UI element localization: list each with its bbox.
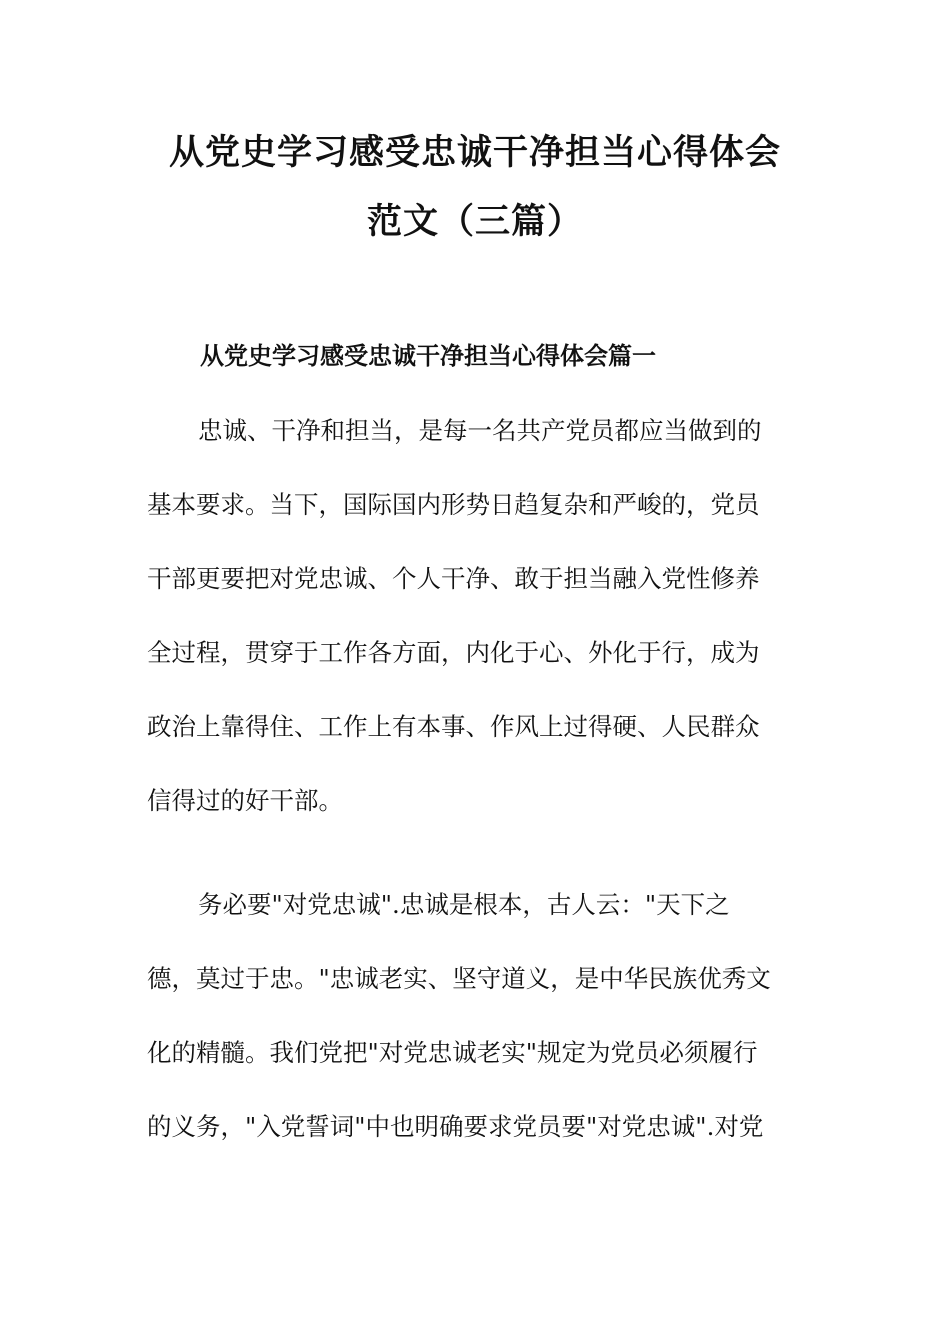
document-title-line-2: 范文（三篇） [366,202,583,242]
paragraph-line: 信得过的好干部。 [147,786,343,815]
paragraph-line: 德，莫过于忠。"忠诚老实、坚守道义，是中华民族优秀文 [147,964,771,993]
paragraph-line: 化的精髓。我们党把"对党忠诚老实"规定为党员必须履行 [147,1038,758,1067]
document-title-line-1: 从党史学习感受忠诚干净担当心得体会 [168,133,781,173]
section-heading: 从党史学习感受忠诚干净担当心得体会篇一 [200,342,656,370]
paragraph-line: 政治上靠得住、工作上有本事、作风上过得硬、人民群众 [147,712,760,741]
paragraph-line: 的义务，"入党誓词"中也明确要求党员要"对党忠诚".对党 [147,1112,764,1141]
paragraph-line: 全过程，贯穿于工作各方面，内化于心、外化于行，成为 [147,638,760,667]
paragraph-line: 忠诚、干净和担当，是每一名共产党员都应当做到的 [198,416,762,445]
paragraph-line: 干部更要把对党忠诚、个人干净、敢于担当融入党性修养 [147,564,760,593]
paragraph-line: 务必要"对党忠诚".忠诚是根本，古人云："天下之 [198,890,730,919]
paragraph-line: 基本要求。当下，国际国内形势日趋复杂和严峻的，党员 [147,490,760,519]
